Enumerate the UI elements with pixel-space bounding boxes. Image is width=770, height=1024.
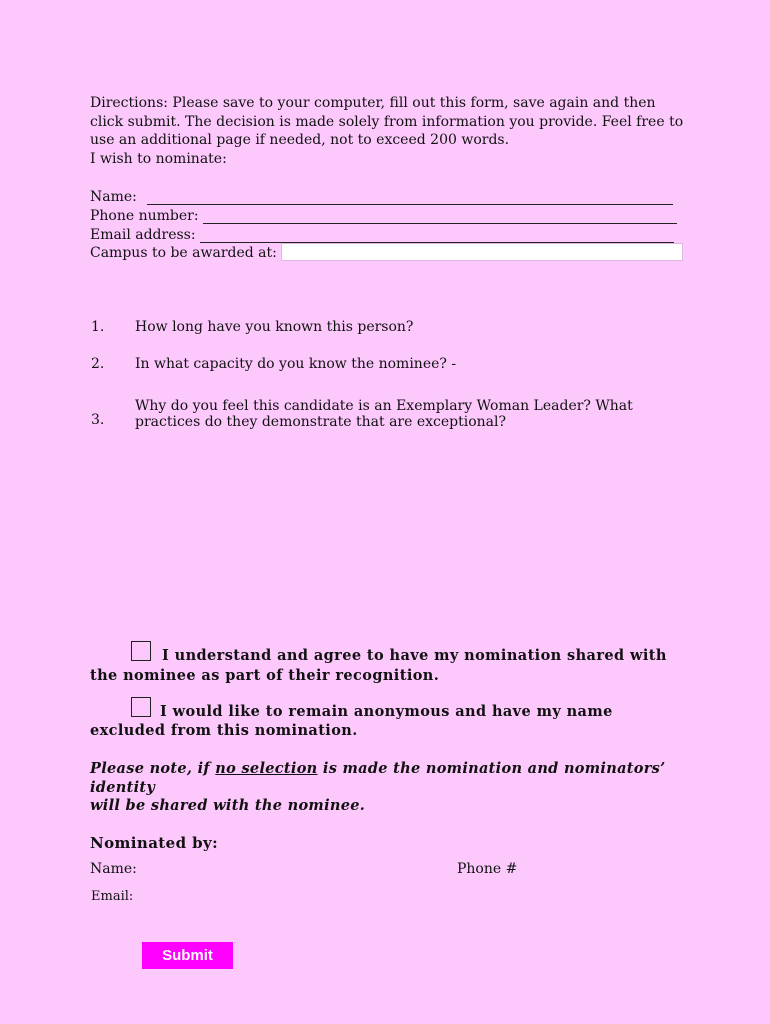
- anonymous-label-line-2: excluded from this nomination.: [90, 722, 358, 739]
- note-suffix: is made the nomination and nominators’ identity: [90, 760, 666, 796]
- note-line-2: will be shared with the nominee.: [90, 797, 366, 814]
- note-emphasis: no selection: [215, 760, 318, 777]
- anonymity-note: [90, 760, 690, 816]
- nominee-email-field[interactable]: [200, 228, 674, 243]
- nominee-email-row: [90, 224, 674, 243]
- nominated-by-heading: Nominated by:: [90, 834, 219, 852]
- directions-line-3: use an additional page if needed, not to exceed 200 words.: [90, 132, 510, 148]
- nominee-email-label: Email address:: [90, 227, 196, 243]
- anonymous-checkbox[interactable]: [131, 697, 151, 717]
- nominee-phone-field[interactable]: [203, 209, 677, 224]
- question-3-line-1: Why do you feel this candidate is an Exemplary Woman Leader? What: [135, 398, 633, 414]
- directions-line-1: Directions: Please save to your computer, fill out this form, save again and then: [90, 95, 656, 111]
- agree-share-checkbox[interactable]: [131, 641, 151, 661]
- nominee-name-field[interactable]: [147, 190, 673, 205]
- note-line-1: [90, 760, 690, 797]
- agree-share-label-line-1: I understand and agree to have my nomination shared with: [162, 647, 667, 664]
- directions-text: [90, 94, 690, 168]
- question-3-text: [135, 398, 695, 430]
- submit-button[interactable]: Submit: [142, 942, 233, 969]
- directions-line-4: I wish to nominate:: [90, 150, 227, 167]
- nominator-name-label: Name:: [90, 861, 137, 877]
- agree-share-label-line-2: the nominee as part of their recognition.: [90, 667, 440, 684]
- question-2-text: In what capacity do you know the nominee? -: [135, 356, 457, 372]
- question-3-line-2: practices do they demonstrate that are exceptional?: [135, 414, 506, 430]
- anonymous-label-line-1: I would like to remain anonymous and have my name: [160, 703, 613, 720]
- note-prefix: Please note, if: [90, 760, 216, 777]
- question-3-number: 3.: [91, 412, 105, 428]
- directions-line-2: click submit. The decision is made solely from information you provide. Feel free to: [90, 113, 684, 130]
- campus-field[interactable]: [281, 243, 683, 261]
- nominee-phone-row: [90, 205, 677, 224]
- nominator-email-label: Email:: [91, 889, 134, 904]
- nominee-name-row: [90, 186, 673, 205]
- nominee-phone-label: Phone number:: [90, 208, 199, 224]
- question-1-text: How long have you known this person?: [135, 319, 414, 335]
- nominee-name-label: Name:: [90, 189, 137, 205]
- question-1-number: 1.: [91, 319, 105, 335]
- question-2-number: 2.: [91, 356, 105, 372]
- nominator-phone-label: Phone #: [457, 861, 518, 877]
- campus-label: Campus to be awarded at:: [90, 245, 277, 261]
- campus-row: [90, 242, 683, 261]
